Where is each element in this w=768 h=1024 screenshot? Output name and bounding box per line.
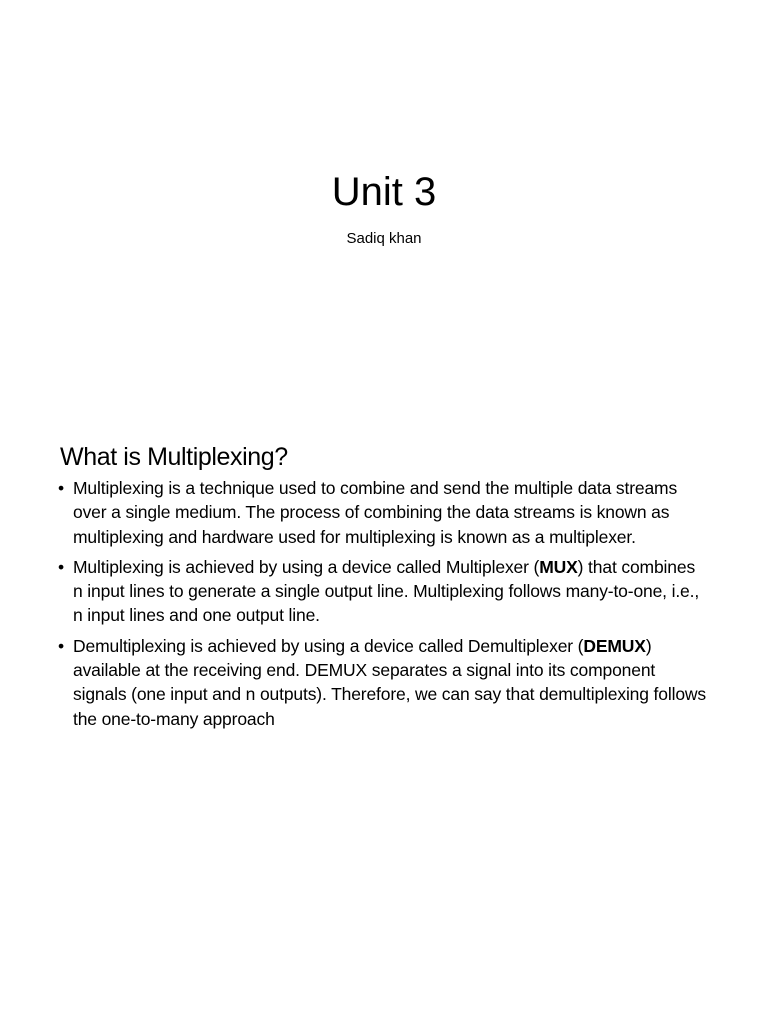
content-heading: What is Multiplexing? (60, 443, 288, 471)
bullet-item (58, 476, 708, 549)
bullet-list (58, 476, 708, 737)
bullet-text-segment: Demultiplexing is achieved by using a device called Demultiplexer ( (73, 635, 584, 656)
bullet-text (73, 636, 706, 729)
bullet-marker: • (58, 556, 64, 577)
bullet-text (73, 557, 699, 626)
bold-term-mux: MUX (539, 556, 578, 577)
bullet-marker: • (58, 635, 64, 656)
bullet-marker: • (58, 478, 64, 498)
bold-term-demux: DEMUX (583, 635, 646, 656)
bullet-text-segment: ) available at the receiving end. DEMUX separates a signal into its component signals (one input and n outputs). Therefore, we can say that demultiplexing follows the one-to-many approach (73, 635, 707, 729)
bullet-text-segment: ) that combines n input lines to generate a single output line. Multiplexing follows many-to-one, i.e., n input lines and one output line. (73, 556, 700, 626)
bullet-text-segment: Multiplexing is achieved by using a device called Multiplexer ( (73, 556, 540, 577)
bullet-text: Multiplexing is a technique used to combine and send the multiple data streams over a single medium. The process of combining the data streams is known as multiplexing and hardware used for multiplexing is known as a multiplexer. (73, 478, 678, 547)
bullet-item (58, 555, 708, 628)
slide-subtitle: Sadiq khan (346, 230, 422, 247)
slide-title: Unit 3 (331, 170, 437, 214)
bullet-item (58, 634, 708, 731)
